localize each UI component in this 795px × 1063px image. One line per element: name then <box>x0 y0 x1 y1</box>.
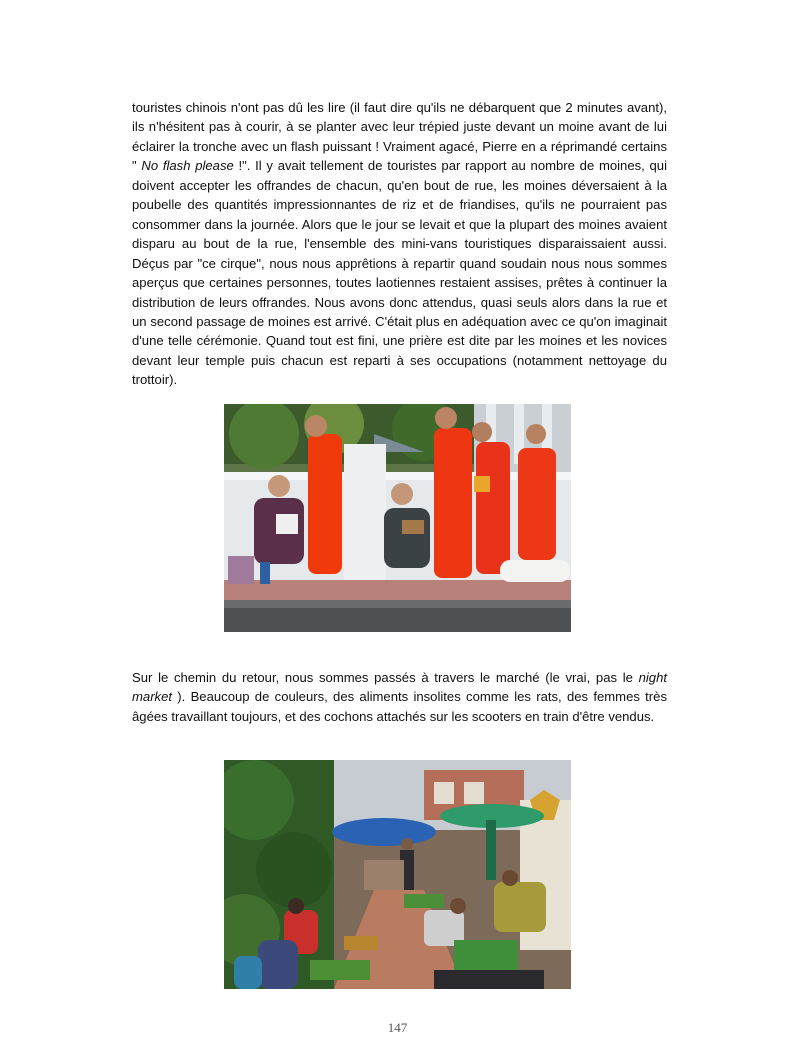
photo-monks-alms-giving <box>224 404 571 632</box>
photo-monks-illustration <box>224 404 571 632</box>
paragraph-text: !". Il y avait tellement de touristes par rapport au nombre de moines, qui doivent accepter les offrandes de chacun, qu'en bout de rue, les moines déversaient à la poubelle des quantités impressionnantes de riz et de friandises, qu'ils ne pourraient pas consommer dans la journée. Alors que le jour se levait et que la plupart des moines avaient disparu au bout de la rue, l'ensemble des mini-vans touristiques disparaissaient aussi. Déçus par "ce cirque", nous nous apprêtions à repartir quand soudain nous nous sommes aperçus que certaines personnes, toutes laotiennes restaient assises, prêtes à continuer la distribution de leurs offrandes. Nous avons donc attendus, quasi seuls alors dans la rue et un second passage de moines est arrivé. C'était plus en adéquation avec ce qu'on imaginait d'une telle cérémonie. Quand tout est fini, une prière est dite par les moines et les novices devant leur temple puis chacun est reparti à ses occupations (notamment nettoyage du trottoir). <box>132 158 667 388</box>
body-paragraph-market <box>132 668 667 726</box>
emphasis-text: night market <box>132 670 667 705</box>
paragraph-text: touristes chinois n'ont pas dû les lire (il faut dire qu'ils ne débarquent que 2 minutes avant), ils n'hésitent pas à courir, à se planter avec leur trépied juste devant un moine avant de lui éclairer la tronche avec un flash puissant ! Vraiment agacé, Pierre en a réprimandé certains " <box>132 100 667 174</box>
page-number: 147 <box>387 1020 408 1035</box>
paragraph-text: Sur le chemin du retour, nous sommes passés à travers le marché (le vrai, pas le <box>132 670 639 685</box>
paragraph-text: ). Beaucoup de couleurs, des aliments insolites comme les rats, des femmes très âgées travaillant toujours, et des cochons attachés sur les scooters en train d'être vendus. <box>132 689 667 724</box>
body-paragraph-alms <box>132 98 667 390</box>
emphasis-text: No flash please <box>141 158 234 174</box>
photo-street-market <box>224 760 571 989</box>
photo-market-illustration <box>224 760 571 989</box>
